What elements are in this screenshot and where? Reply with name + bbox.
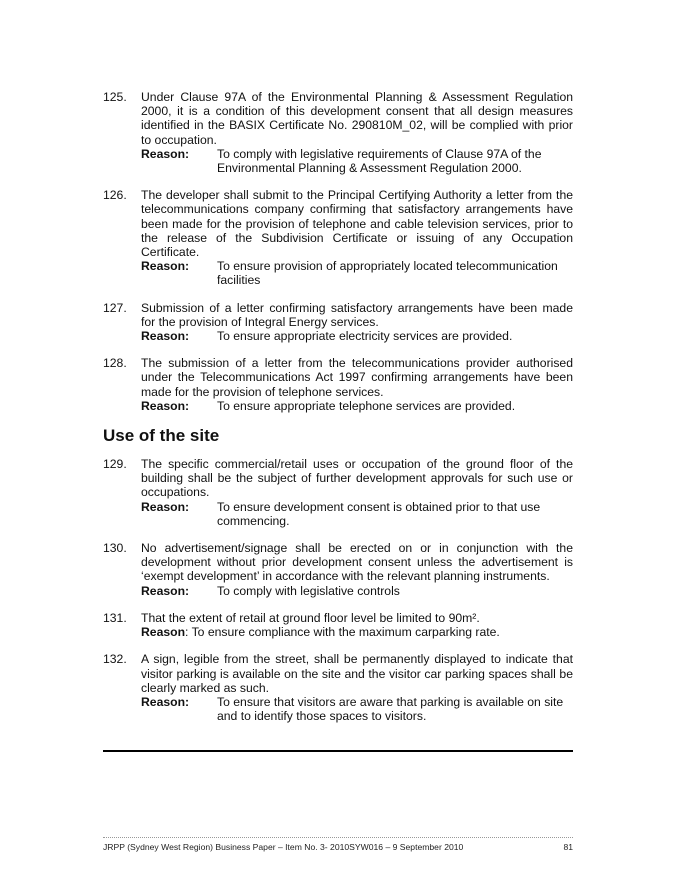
conditions-group xyxy=(103,90,573,413)
condition-reason xyxy=(141,399,573,413)
reason-text: To ensure provision of appropriately located telecommunication facilities xyxy=(217,259,558,288)
condition-reason xyxy=(141,147,573,175)
condition-item xyxy=(103,301,573,344)
condition-number: 132. xyxy=(103,652,127,667)
reason-label: Reason: xyxy=(141,146,190,161)
condition-item xyxy=(103,457,573,528)
condition-reason xyxy=(141,329,573,343)
reason-text: To ensure development consent is obtained prior to that use commencing. xyxy=(217,499,541,528)
conditions-group xyxy=(103,457,573,598)
condition-body xyxy=(141,301,573,344)
footer-text: JRPP (Sydney West Region) Business Paper – Item No. 3- 2010SYW016 – 9 September 2010 xyxy=(103,842,464,852)
reason-text: : To ensure compliance with the maximum carparking rate. xyxy=(185,625,500,640)
condition-body xyxy=(141,541,573,598)
condition-text: Under Clause 97A of the Environmental Planning & Assessment Regulation 2000, it is a condition of this development consent that all design measures identified in the BASIX Certificate No. 290810M_02, will be complied with prior to occupation. xyxy=(141,90,573,147)
condition-item xyxy=(103,652,573,723)
condition-number: 130. xyxy=(103,541,127,556)
condition-text: Submission of a letter confirming satisfactory arrangements have been made for the provision of Integral Energy services. xyxy=(141,300,573,329)
reason-label: Reason: xyxy=(141,329,190,344)
condition-item xyxy=(103,611,573,639)
reason-text: To comply with legislative controls xyxy=(217,583,400,598)
reason-label: Reason: xyxy=(141,694,190,709)
condition-reason xyxy=(141,500,573,528)
condition-number: 129. xyxy=(103,457,127,472)
condition-number: 125. xyxy=(103,90,127,104)
reason-text: To ensure appropriate telephone services are provided. xyxy=(217,398,516,413)
condition-body xyxy=(141,611,573,639)
reason-text: To comply with legislative requirements of Clause 97A of the Environmental Planning & Assessment Regulation 2000. xyxy=(217,146,542,176)
reason-label: Reason: xyxy=(141,259,190,274)
condition-text: The specific commercial/retail uses or occupation of the ground floor of the building shall be the subject of further development approvals for such use or occupations. xyxy=(141,457,573,500)
condition-number: 126. xyxy=(103,188,127,203)
condition-number: 128. xyxy=(103,356,127,371)
condition-text: The submission of a letter from the telecommunications provider authorised under the Telecommunications Act 1997 confirming arrangements have been made for the provision of telephone services. xyxy=(141,356,573,399)
reason-label: Reason xyxy=(141,625,186,640)
footer-divider xyxy=(103,837,573,838)
section-heading: Use of the site xyxy=(103,426,220,446)
condition-reason xyxy=(141,259,573,287)
reason-label: Reason: xyxy=(141,499,190,514)
condition-item xyxy=(103,541,573,598)
condition-text: No advertisement/signage shall be erected on or in conjunction with the development without prior development consent unless the advertisement is ‘exempt development’ in accordance with the relevant planning instruments. xyxy=(141,541,573,584)
condition-number: 127. xyxy=(103,300,127,315)
reason-label: Reason: xyxy=(141,583,190,598)
section-divider xyxy=(103,750,573,752)
reason-text: To ensure that visitors are aware that parking is available on site and to identify those spaces to visitors. xyxy=(217,694,564,724)
condition-item xyxy=(103,356,573,413)
condition-item xyxy=(103,188,573,287)
condition-body xyxy=(141,90,573,175)
condition-reason xyxy=(141,625,573,639)
page-footer xyxy=(103,842,573,852)
condition-body xyxy=(141,356,573,413)
condition-body xyxy=(141,457,573,528)
condition-text: The developer shall submit to the Principal Certifying Authority a letter from the telecommunications company confirming that satisfactory arrangements have been made for the provision of telephone and cable television services, prior to the release of the Subdivision Certificate or issuing of any Occupation Certificate. xyxy=(141,188,573,260)
condition-number: 131. xyxy=(103,610,127,625)
condition-text: A sign, legible from the street, shall be permanently displayed to indicate that visitor parking is available on the site and the visitor car parking spaces shall be clearly marked as such. xyxy=(141,652,573,695)
document-body xyxy=(103,90,573,736)
condition-reason xyxy=(141,695,573,723)
page-number: 81 xyxy=(563,842,573,852)
condition-body xyxy=(141,652,573,723)
condition-item xyxy=(103,90,573,175)
condition-body xyxy=(141,188,573,287)
reason-text: To ensure appropriate electricity services are provided. xyxy=(217,329,513,344)
condition-text: That the extent of retail at ground floor level be limited to 90m². xyxy=(141,610,480,625)
condition-reason xyxy=(141,584,573,598)
reason-label: Reason: xyxy=(141,398,190,413)
